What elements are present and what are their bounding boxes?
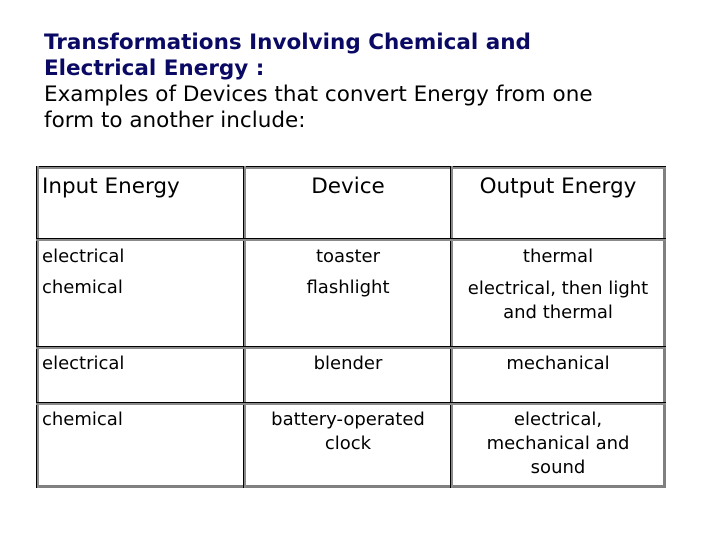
energy-table (36, 166, 666, 488)
header-output-energy: Output Energy (479, 174, 637, 199)
row-divider-2 (36, 346, 666, 349)
page-title (44, 30, 694, 82)
table-border-top (36, 166, 666, 169)
row4-device-line-1: battery-operated (271, 409, 425, 430)
subtitle-line-1: Examples of Devices that convert Energy from one (44, 82, 593, 107)
heading (44, 30, 694, 134)
row2-output (453, 277, 663, 325)
row4-output (453, 408, 663, 480)
title-line-2: Electrical Energy : (44, 56, 265, 81)
row3-output: mechanical (506, 353, 610, 374)
title-line-1: Transformations Involving Chemical and (44, 30, 531, 55)
row3-device: blender (313, 353, 383, 374)
row3-input: electrical (42, 353, 125, 374)
row4-input: chemical (42, 409, 123, 430)
header-input-energy: Input Energy (42, 174, 180, 199)
row-divider-3 (36, 402, 666, 405)
row4-output-line-1: electrical, (513, 409, 603, 430)
row4-device-line-2: clock (324, 433, 372, 454)
row2-input: chemical (42, 277, 123, 298)
header-device: Device (311, 174, 385, 199)
row1-input: electrical (42, 246, 125, 267)
page-subtitle (44, 82, 694, 134)
row4-output-line-3: sound (530, 457, 586, 478)
row2-device: flashlight (306, 277, 390, 298)
row-divider-header (36, 238, 666, 241)
subtitle-line-2: form to another include: (44, 108, 306, 133)
row1-output: thermal (522, 246, 594, 267)
row1-device: toaster (315, 246, 380, 267)
row2-output-line-2: and thermal (503, 302, 613, 323)
row4-output-line-2: mechanical and (486, 433, 630, 454)
table-border-left (36, 166, 39, 488)
row2-output-line-1: electrical, then light (467, 278, 649, 299)
row4-device (246, 408, 450, 456)
